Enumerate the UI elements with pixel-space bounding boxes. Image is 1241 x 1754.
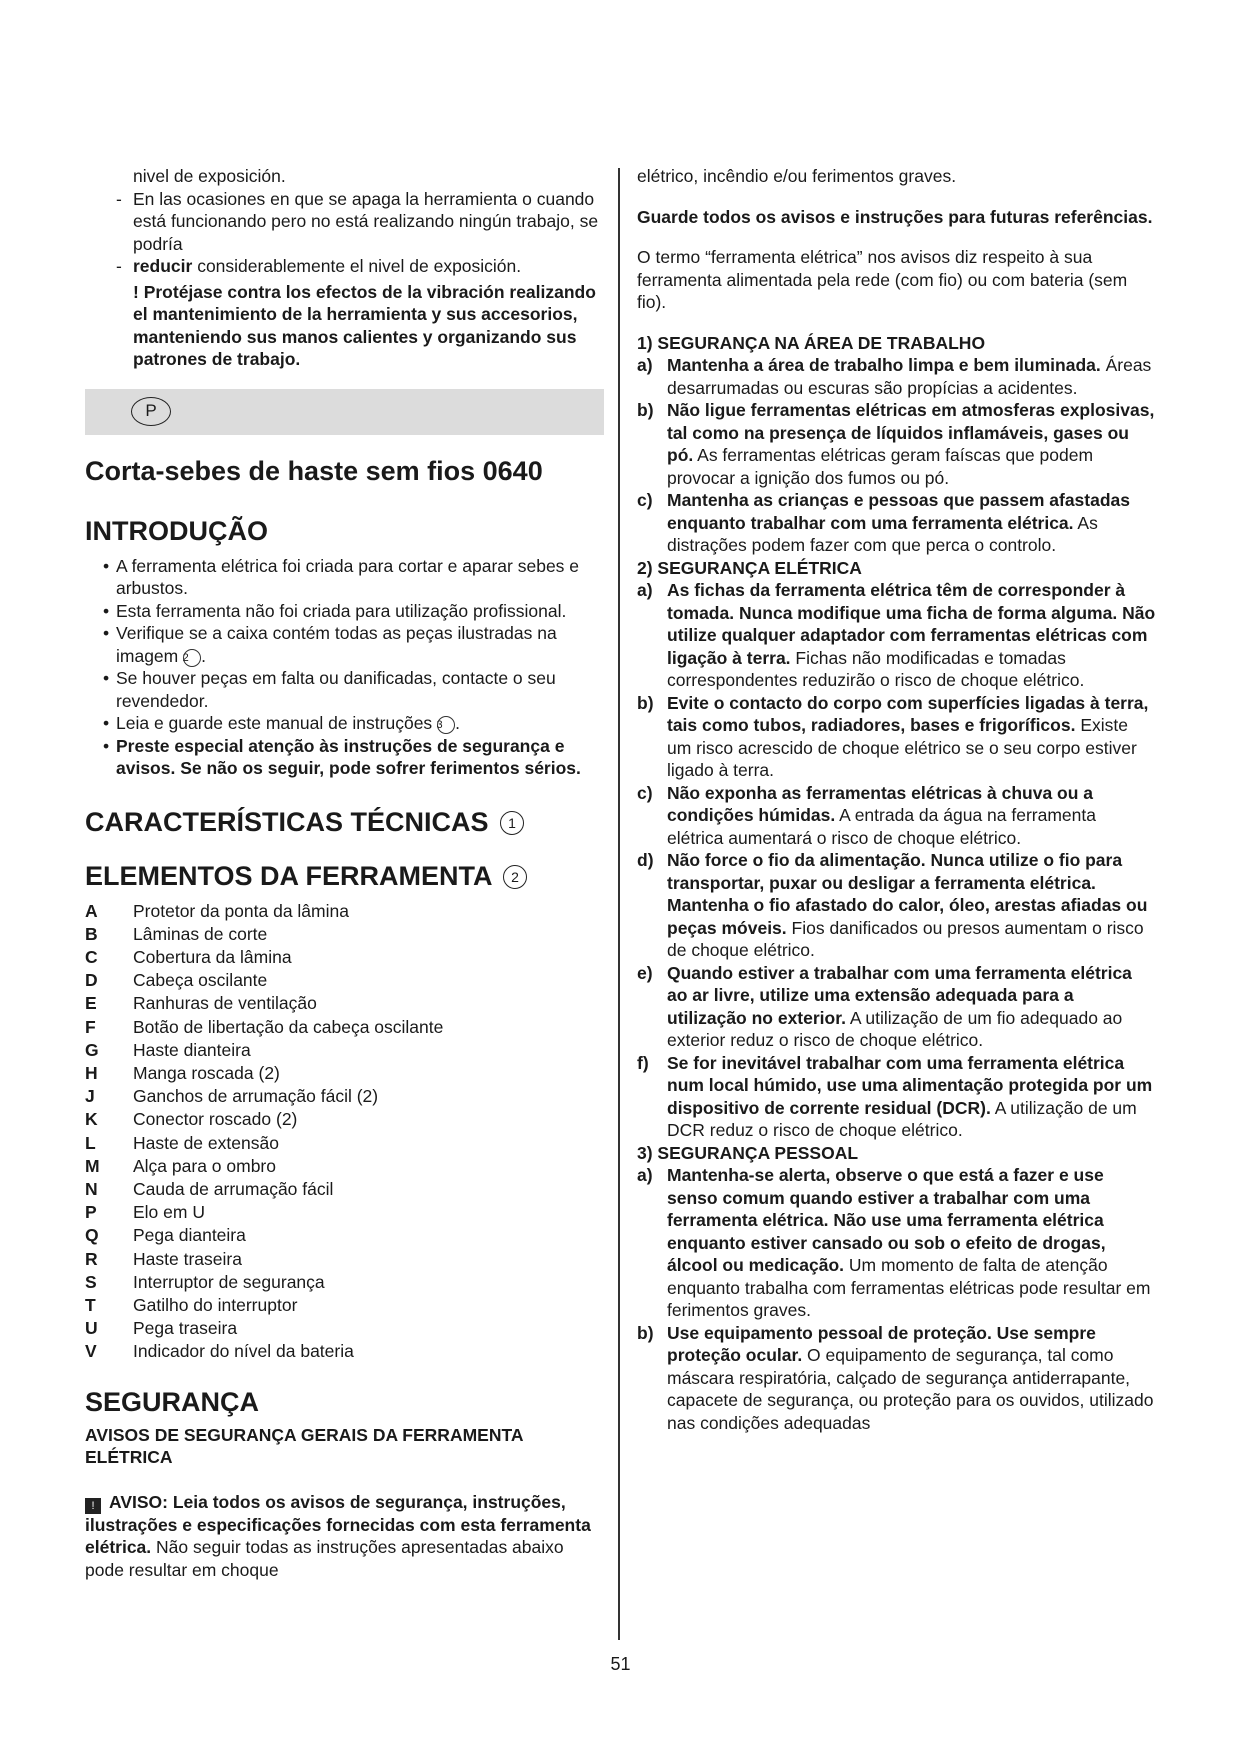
intro-heading: INTRODUÇÃO: [85, 515, 268, 546]
figure-ref: 2: [183, 649, 201, 667]
bullet-dot: •: [103, 735, 110, 756]
part-name: Alça para o ombro: [133, 1155, 276, 1176]
part-letter: J: [85, 1086, 95, 1107]
part-letter: K: [85, 1109, 98, 1130]
section-label: 2) SEGURANÇA ELÉTRICA: [637, 557, 862, 578]
safety-item: a) Mantenha a área de trabalho limpa e bem iluminada. Áreas desarrumadas ou escuras são propícias a acidentes.: [637, 355, 1152, 398]
part-name: Pega dianteira: [133, 1225, 246, 1246]
safety-item: b) Não ligue ferramentas elétricas em atmosferas explosivas, tal como na presença de líquidos inflamáveis, gases ou pó. As ferramentas elétricas geram faíscas que podem provocar a ignição dos fumos ou pó.: [637, 400, 1155, 488]
part-row: [85, 1016, 605, 1039]
safety-item: f) Se for inevitável trabalhar com uma ferramenta elétrica num local húmido, use uma alimentação protegida por um dispositivo de corrente residual (DCR). A utilização de um DCR reduz o risco de choque elétrico.: [637, 1052, 1153, 1140]
intro-bullet: • Preste especial atenção às instruções de segurança e avisos. Se não os seguir, pode sofrer ferimentos sérios.: [103, 735, 581, 778]
part-letter: U: [85, 1318, 98, 1339]
part-row: [85, 1062, 605, 1085]
intro-bullet: • Verifique se a caixa contém todas as peças ilustradas na imagem 2 .: [103, 623, 557, 666]
bullet-dot: •: [103, 600, 110, 621]
part-name: Cabeça oscilante: [133, 970, 268, 991]
part-letter: T: [85, 1294, 96, 1315]
part-letter: C: [85, 946, 98, 967]
part-letter: H: [85, 1062, 98, 1083]
part-row: [85, 1294, 605, 1317]
part-name: Manga roscada (2): [133, 1062, 280, 1083]
safety-item: b) Evite o contacto do corpo com superfícies ligadas à terra, tais como tubos, radiadores, bases e frigoríficos. Existe um risco acrescido de choque elétrico se o seu corpo estiver ligado à terra.: [637, 692, 1149, 780]
part-row: [85, 1178, 605, 1201]
left-column: [85, 165, 605, 1581]
part-row: [85, 1039, 605, 1062]
part-name: Interruptor de segurança: [133, 1271, 325, 1292]
safety-item: a) As fichas da ferramenta elétrica têm de corresponder à tomada. Nunca modifique uma ficha de forma alguma. Não utilize qualquer adaptador com ferramentas elétricas com ligação à terra. Fichas não modificadas e tomadas correspondentes reduzirão o risco de choque elétrico.: [637, 580, 1156, 690]
part-row: [85, 1271, 605, 1294]
part-row: [85, 1108, 605, 1131]
language-badge: P: [131, 397, 171, 426]
part-letter: P: [85, 1202, 97, 1223]
intro-bullet: • Se houver peças em falta ou danificadas, contacte o seu revendedor.: [103, 668, 556, 711]
safety-heading: SEGURANÇA: [85, 1386, 260, 1417]
tech-heading: CARACTERÍSTICAS TÉCNICAS 1: [85, 806, 605, 838]
part-letter: R: [85, 1248, 98, 1269]
parts-list: [85, 900, 605, 1364]
product-title: Corta-sebes de haste sem fios 0640: [85, 455, 543, 486]
vibration-warning: ! Protéjase contra los efectos de la vibración realizando el mantenimiento de la herramienta y sus accesorios, manteniendo sus manos calientes y organizando sus patrones de trabajo.: [133, 281, 596, 369]
part-letter: F: [85, 1016, 96, 1037]
section-label: 3) SEGURANÇA PESSOAL: [637, 1142, 859, 1163]
part-row: [85, 923, 605, 946]
part-name: Indicador do nível da bateria: [133, 1341, 354, 1362]
part-name: Cauda de arrumação fácil: [133, 1178, 334, 1199]
part-name: Conector roscado (2): [133, 1109, 298, 1130]
intro-bullet: • Leia e guarde este manual de instruções 3 .: [103, 713, 460, 733]
column-divider: [618, 168, 620, 1640]
part-name: Lâminas de corte: [133, 923, 268, 944]
part-letter: L: [85, 1132, 96, 1153]
part-name: Haste dianteira: [133, 1039, 251, 1060]
safety-item: d) Não force o fio da alimentação. Nunca utilize o fio para transportar, puxar ou desligar a ferramenta elétrica. Mantenha o fio afastado do calor, óleo, arestas afiadas ou peças móveis. Fios danificados ou presos aumentam o risco de choque elétrico.: [637, 850, 1148, 960]
part-row: [85, 1201, 605, 1224]
part-name: Ganchos de arrumação fácil (2): [133, 1086, 379, 1107]
keep-instructions-notice: Guarde todos os avisos e instruções para futuras referências.: [637, 206, 1153, 227]
intro-bullet-list: [85, 555, 605, 780]
part-row: [85, 1317, 605, 1340]
part-row: [85, 1132, 605, 1155]
part-row: [85, 946, 605, 969]
part-row: [85, 900, 605, 923]
warning-icon: !: [85, 1498, 101, 1514]
part-letter: A: [85, 900, 98, 921]
bullet-dot: •: [103, 668, 110, 688]
safety-item: e) Quando estiver a trabalhar com uma ferramenta elétrica ao ar livre, utilize uma extensão adequada para a utilização no exterior. A utilização de um fio adequado ao exterior reduz o risco de choque elétrico.: [637, 962, 1132, 1050]
figure-ref-1: 1: [500, 811, 524, 835]
figure-ref-2: 2: [503, 865, 527, 889]
part-row: [85, 1340, 605, 1363]
intro-line-1: nivel de exposición.: [133, 166, 286, 186]
bullet-dot: •: [103, 713, 110, 733]
continued-line: elétrico, incêndio e/ou ferimentos graves.: [637, 166, 957, 186]
part-row: [85, 1248, 605, 1271]
intro-dash-item-1: - En las ocasiones en que se apaga la herramienta o cuando está funcionando pero no está realizando ningún trabajo, se podría: [116, 188, 599, 254]
part-letter: M: [85, 1155, 100, 1176]
part-name: Elo em U: [133, 1202, 205, 1223]
safety-item: c) Não exponha as ferramentas elétricas à chuva ou a condições húmidas. A entrada da água na ferramenta elétrica aumentará o risco de choque elétrico.: [637, 782, 1096, 848]
figure-ref: 3: [437, 716, 455, 734]
part-letter: Q: [85, 1225, 99, 1246]
safety-item: c) Mantenha as crianças e pessoas que passem afastadas enquanto trabalhar com uma ferramenta elétrica. As distrações podem fazer com que perca o controlo.: [637, 490, 1131, 555]
elements-heading: ELEMENTOS DA FERRAMENTA 2: [85, 860, 605, 892]
intro-dash-item-2: - reducir considerablemente el nivel de exposición.: [116, 256, 522, 276]
part-row: [85, 1155, 605, 1178]
part-name: Pega traseira: [133, 1318, 238, 1339]
part-name: Protetor da ponta da lâmina: [133, 900, 349, 921]
part-letter: S: [85, 1271, 97, 1292]
part-letter: D: [85, 970, 98, 991]
page-number: 51: [610, 1654, 631, 1674]
section-label: 1) SEGURANÇA NA ÁREA DE TRABALHO: [637, 332, 986, 353]
part-letter: G: [85, 1039, 99, 1060]
right-column: [637, 165, 1157, 1434]
part-row: [85, 969, 605, 992]
part-letter: E: [85, 993, 97, 1014]
part-name: Haste de extensão: [133, 1132, 279, 1153]
term-definition: O termo “ferramenta elétrica” nos avisos diz respeito à sua ferramenta alimentada pela rede (com fio) ou com bateria (sem fio).: [637, 247, 1128, 312]
part-row: [85, 1085, 605, 1108]
part-name: Ranhuras de ventilação: [133, 993, 317, 1014]
part-letter: V: [85, 1341, 97, 1362]
intro-bullet: • A ferramenta elétrica foi criada para cortar e aparar sebes e arbustos.: [103, 555, 580, 598]
part-letter: N: [85, 1178, 98, 1199]
bullet-dot: •: [103, 555, 110, 576]
part-name: Botão de libertação da cabeça oscilante: [133, 1016, 444, 1037]
part-letter: B: [85, 923, 98, 944]
part-name: Haste traseira: [133, 1248, 242, 1269]
safety-subheading: AVISOS DE SEGURANÇA GERAIS DA FERRAMENTA ELÉTRICA: [85, 1424, 523, 1468]
bullet-dot: •: [103, 623, 110, 643]
warning-paragraph: ! AVISO: Leia todos os avisos de segurança, instruções, ilustrações e especificações fornecidas com esta ferramenta elétrica. Não seguir todas as instruções apresentadas abaixo pode resultar em choque: [85, 1491, 591, 1580]
language-band: [85, 389, 604, 435]
safety-sections: [637, 332, 1157, 1435]
part-name: Gatilho do interruptor: [133, 1294, 298, 1315]
safety-item: b) Use equipamento pessoal de proteção. Use sempre proteção ocular. O equipamento de segurança, tal como máscara respiratória, calçado de segurança antiderrapante, capacete de segurança, ou proteção para os ouvidos, utilizado nas condições adequadas: [637, 1322, 1154, 1433]
part-row: [85, 1224, 605, 1247]
safety-item: a) Mantenha-se alerta, observe o que está a fazer e use senso comum quando estiver a trabalhar com uma ferramenta elétrica. Não use uma ferramenta elétrica enquanto estiver cansado ou sob o efeito de drogas, álcool ou medicação. Um momento de falta de atenção enquanto trabalha com ferramentas elétricas pode resultar em ferimentos graves.: [637, 1165, 1151, 1320]
part-row: [85, 992, 605, 1015]
part-name: Cobertura da lâmina: [133, 946, 292, 967]
intro-bullet: • Esta ferramenta não foi criada para utilização profissional.: [103, 600, 567, 621]
